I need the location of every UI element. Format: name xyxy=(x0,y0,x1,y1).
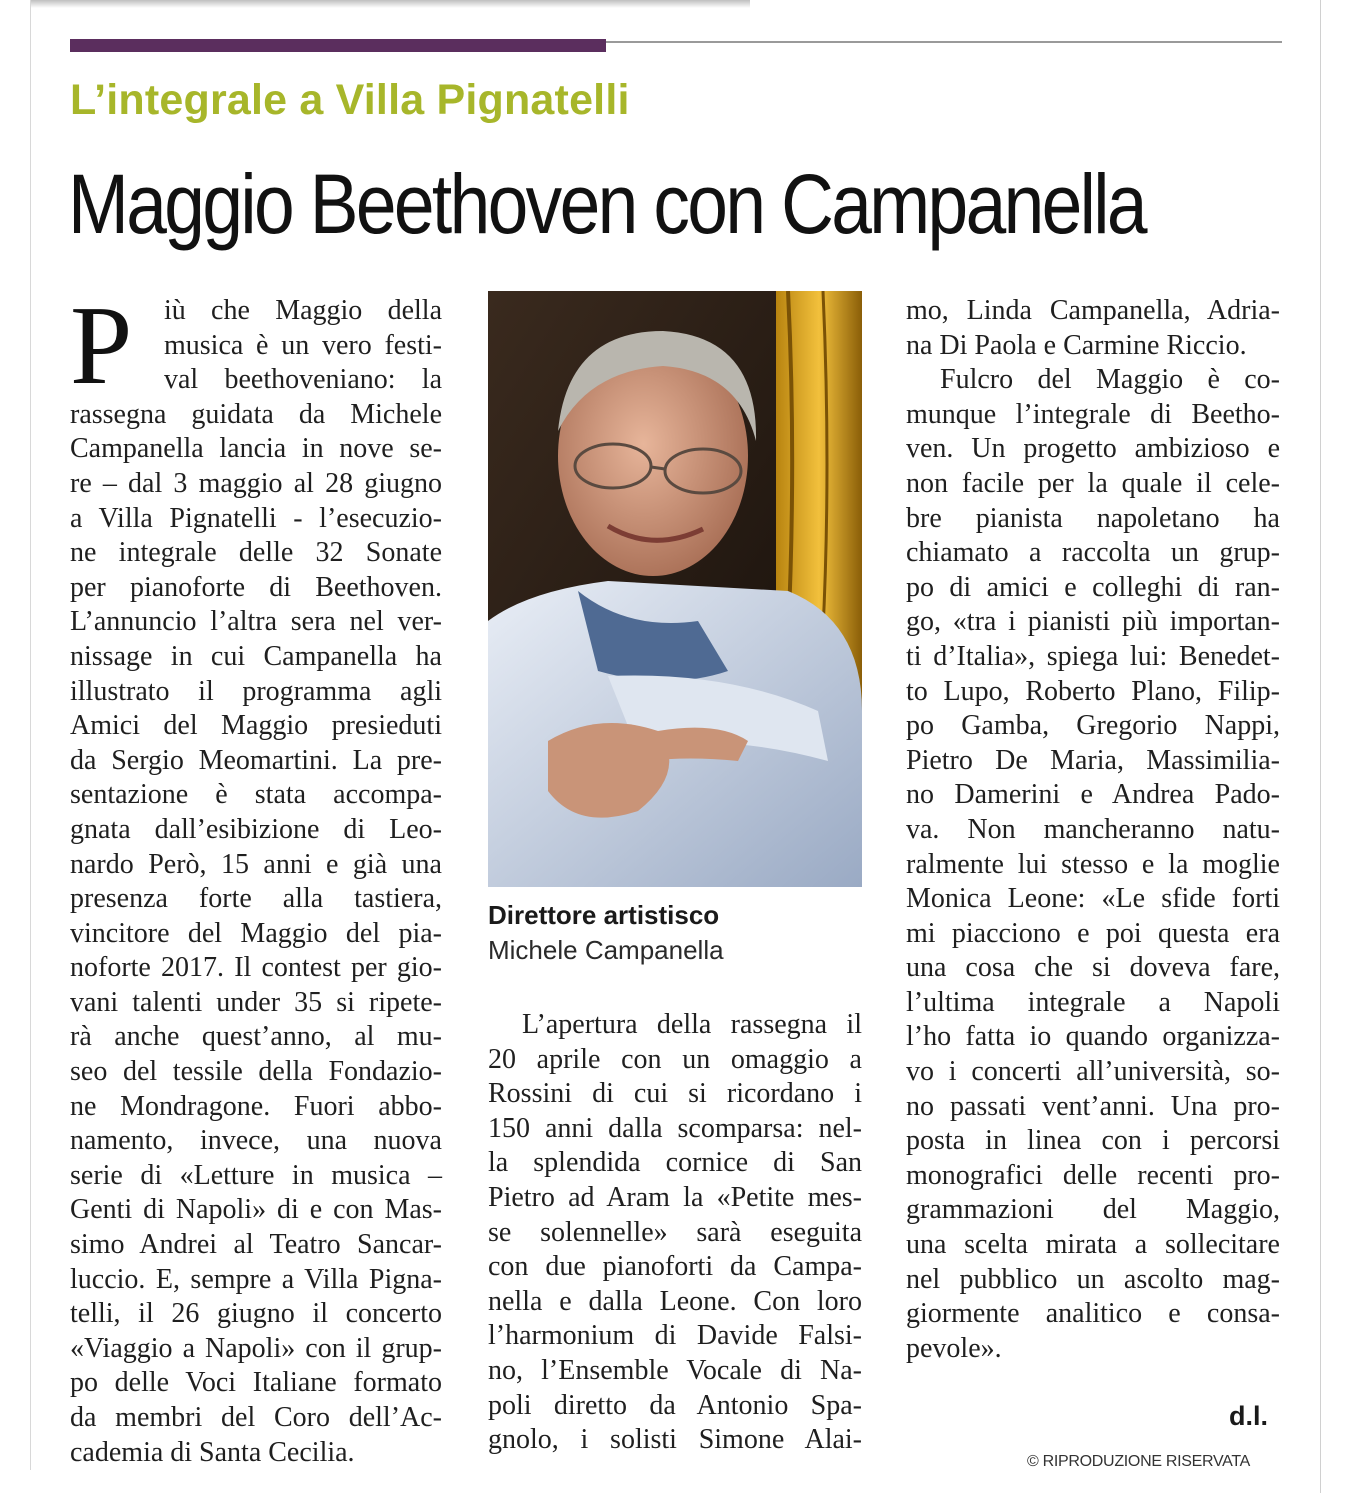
text-line: Genti di Napoli» di e con Mas- xyxy=(70,1194,442,1226)
text-line: presenza forte alla tastiera, xyxy=(70,883,442,915)
text-line: da Sergio Meomartini. La pre- xyxy=(70,744,442,776)
photo-caption-name: Michele Campanella xyxy=(488,935,724,965)
text-line: noforte 2017. Il contest per gio- xyxy=(70,952,442,984)
text-line: 20 aprile con un omaggio a xyxy=(488,1043,862,1075)
text-line: chiamato a raccolta un grup- xyxy=(906,537,1280,569)
section-accent-bar xyxy=(70,39,606,52)
text-line: Fulcro del Maggio è co- xyxy=(940,364,1280,396)
text-line: Pietro ad Aram la «Petite mes- xyxy=(488,1181,862,1213)
text-line: monografici delle recenti pro- xyxy=(906,1159,1280,1191)
text-line: po delle Voci Italiane formato xyxy=(70,1367,442,1399)
text-line: to Lupo, Roberto Plano, Filip- xyxy=(906,675,1280,707)
text-line: Pietro De Maria, Massimilia- xyxy=(906,744,1280,776)
text-line: ne integrale delle 32 Sonate xyxy=(70,537,442,569)
text-line: rà anche quest’anno, al mu- xyxy=(70,1021,442,1053)
text-line: re – dal 3 maggio al 28 giugno xyxy=(70,467,442,499)
text-line: con due pianoforti da Campa- xyxy=(488,1251,862,1283)
text-line: Monica Leone: «Le sfide forti xyxy=(906,883,1280,915)
text-line: L’annuncio l’altra sera nel ver- xyxy=(70,606,442,638)
text-line: non facile per la quale il cele- xyxy=(906,467,1280,499)
text-line: Rossini di cui si ricordano i xyxy=(488,1078,862,1110)
text-line: serie di «Letture in musica – xyxy=(70,1159,442,1191)
text-line: la splendida cornice di San xyxy=(488,1147,862,1179)
text-line: iù che Maggio della xyxy=(164,295,442,326)
text-column-3 xyxy=(906,294,1280,1366)
text-line: telli, il 26 giugno il concerto xyxy=(70,1298,442,1330)
text-line: po Gamba, Gregorio Nappi, xyxy=(906,710,1280,742)
drop-cap: P xyxy=(70,284,133,408)
cropped-previous-line xyxy=(30,0,750,8)
text-line: nella e dalla Leone. Con loro xyxy=(488,1285,862,1317)
text-line: simo Andrei al Teatro Sancar- xyxy=(70,1229,442,1261)
text-line: na Di Paola e Carmine Riccio. xyxy=(906,329,1247,361)
page-edge-right xyxy=(1320,0,1321,1493)
text-line: una cosa che si doveva fare, xyxy=(906,952,1280,984)
text-line: munque l’integrale di Beetho- xyxy=(906,398,1280,430)
text-line: illustrato il programma agli xyxy=(70,675,442,707)
text-line: vo i concerti all’università, so- xyxy=(906,1056,1280,1088)
photo-caption-title: Direttore artistisco xyxy=(488,900,720,930)
author-initials: d.l. xyxy=(1229,1401,1268,1431)
text-line: ralmente lui stesso e la moglie xyxy=(906,848,1280,880)
text-line: L’apertura della rassegna il xyxy=(522,1009,862,1040)
text-line: a Villa Pignatelli - l’esecuzio- xyxy=(70,502,442,534)
text-line: va. Non mancheranno natu- xyxy=(906,813,1280,845)
text-line: posta in linea con i percorsi xyxy=(906,1125,1280,1157)
article-headline: Maggio Beethoven con Campanella xyxy=(68,157,1145,251)
text-line: Campanella lancia in nove se- xyxy=(70,433,442,465)
text-line: l’ultima integrale a Napoli xyxy=(906,986,1280,1018)
text-line: no Damerini e Andrea Pado- xyxy=(906,779,1280,811)
text-line: mi piacciono e poi questa era xyxy=(906,917,1280,949)
text-line: seo del tessile della Fondazio- xyxy=(70,1056,442,1088)
text-line: l’harmonium di Davide Falsi- xyxy=(488,1320,862,1352)
portrait-illustration xyxy=(488,291,862,887)
text-line: go, «tra i pianisti più importan- xyxy=(906,606,1280,638)
text-line: nel pubblico un ascolto mag- xyxy=(906,1263,1280,1295)
text-column-1 xyxy=(70,284,442,1470)
text-line: gnata dall’esibizione di Leo- xyxy=(70,813,442,845)
text-line: da membri del Coro dell’Ac- xyxy=(70,1402,442,1433)
text-line: musica è un vero festi- xyxy=(164,329,442,361)
text-line: gnolo, i solisti Simone Alai- xyxy=(488,1424,862,1456)
text-line: l’ho fatta io quando organizza- xyxy=(906,1021,1280,1053)
text-line: vani talenti under 35 si ripete- xyxy=(70,986,442,1018)
text-line: per pianoforte di Beethoven. xyxy=(70,571,442,603)
text-line: luccio. E, sempre a Villa Pigna- xyxy=(70,1263,442,1295)
text-line: poli diretto da Antonio Spa- xyxy=(488,1389,862,1421)
text-line: una scelta mirata a sollecitare xyxy=(906,1229,1280,1261)
text-line: 150 anni dalla scomparsa: nel- xyxy=(488,1112,862,1144)
text-line: vincitore del Maggio del pia- xyxy=(70,917,442,949)
text-line: ne Mondragone. Fuori abbo- xyxy=(70,1090,442,1122)
text-line: Amici del Maggio presieduti xyxy=(70,710,442,742)
text-line: rassegna guidata da Michele xyxy=(70,398,442,430)
text-line: namento, invece, una nuova xyxy=(70,1125,442,1157)
text-line: no passati vent’anni. Una pro- xyxy=(906,1090,1280,1122)
text-line: val beethoveniano: la xyxy=(164,364,442,396)
article-kicker: L’integrale a Villa Pignatelli xyxy=(70,76,630,124)
text-line: nissage in cui Campanella ha xyxy=(70,640,442,672)
text-line: mo, Linda Campanella, Adria- xyxy=(906,295,1280,326)
text-line: sentazione è stata accompa- xyxy=(70,779,442,811)
portrait-photo xyxy=(488,291,862,887)
text-line: grammazioni del Maggio, xyxy=(906,1194,1280,1226)
text-line: po di amici e colleghi di ran- xyxy=(906,571,1280,603)
text-line: nardo Però, 15 anni e già una xyxy=(70,848,442,880)
text-line: «Viaggio a Napoli» con il grup- xyxy=(70,1332,442,1364)
text-column-2 xyxy=(488,1008,862,1458)
text-line: cademia di Santa Cecilia. xyxy=(70,1436,355,1468)
text-line: bre pianista napoletano ha xyxy=(906,502,1280,534)
text-line: ti d’Italia», spiega lui: Benedet- xyxy=(906,640,1280,672)
text-line: giormente analitico e consa- xyxy=(906,1298,1280,1330)
text-line: pevole». xyxy=(906,1332,1002,1364)
page-edge-left xyxy=(30,0,31,1470)
copyright-notice: © RIPRODUZIONE RISERVATA xyxy=(1027,1453,1250,1470)
text-line: ven. Un progetto ambizioso e xyxy=(906,433,1280,465)
text-line: no, l’Ensemble Vocale di Na- xyxy=(488,1354,862,1386)
text-line: se solennelle» sarà eseguita xyxy=(488,1216,862,1248)
